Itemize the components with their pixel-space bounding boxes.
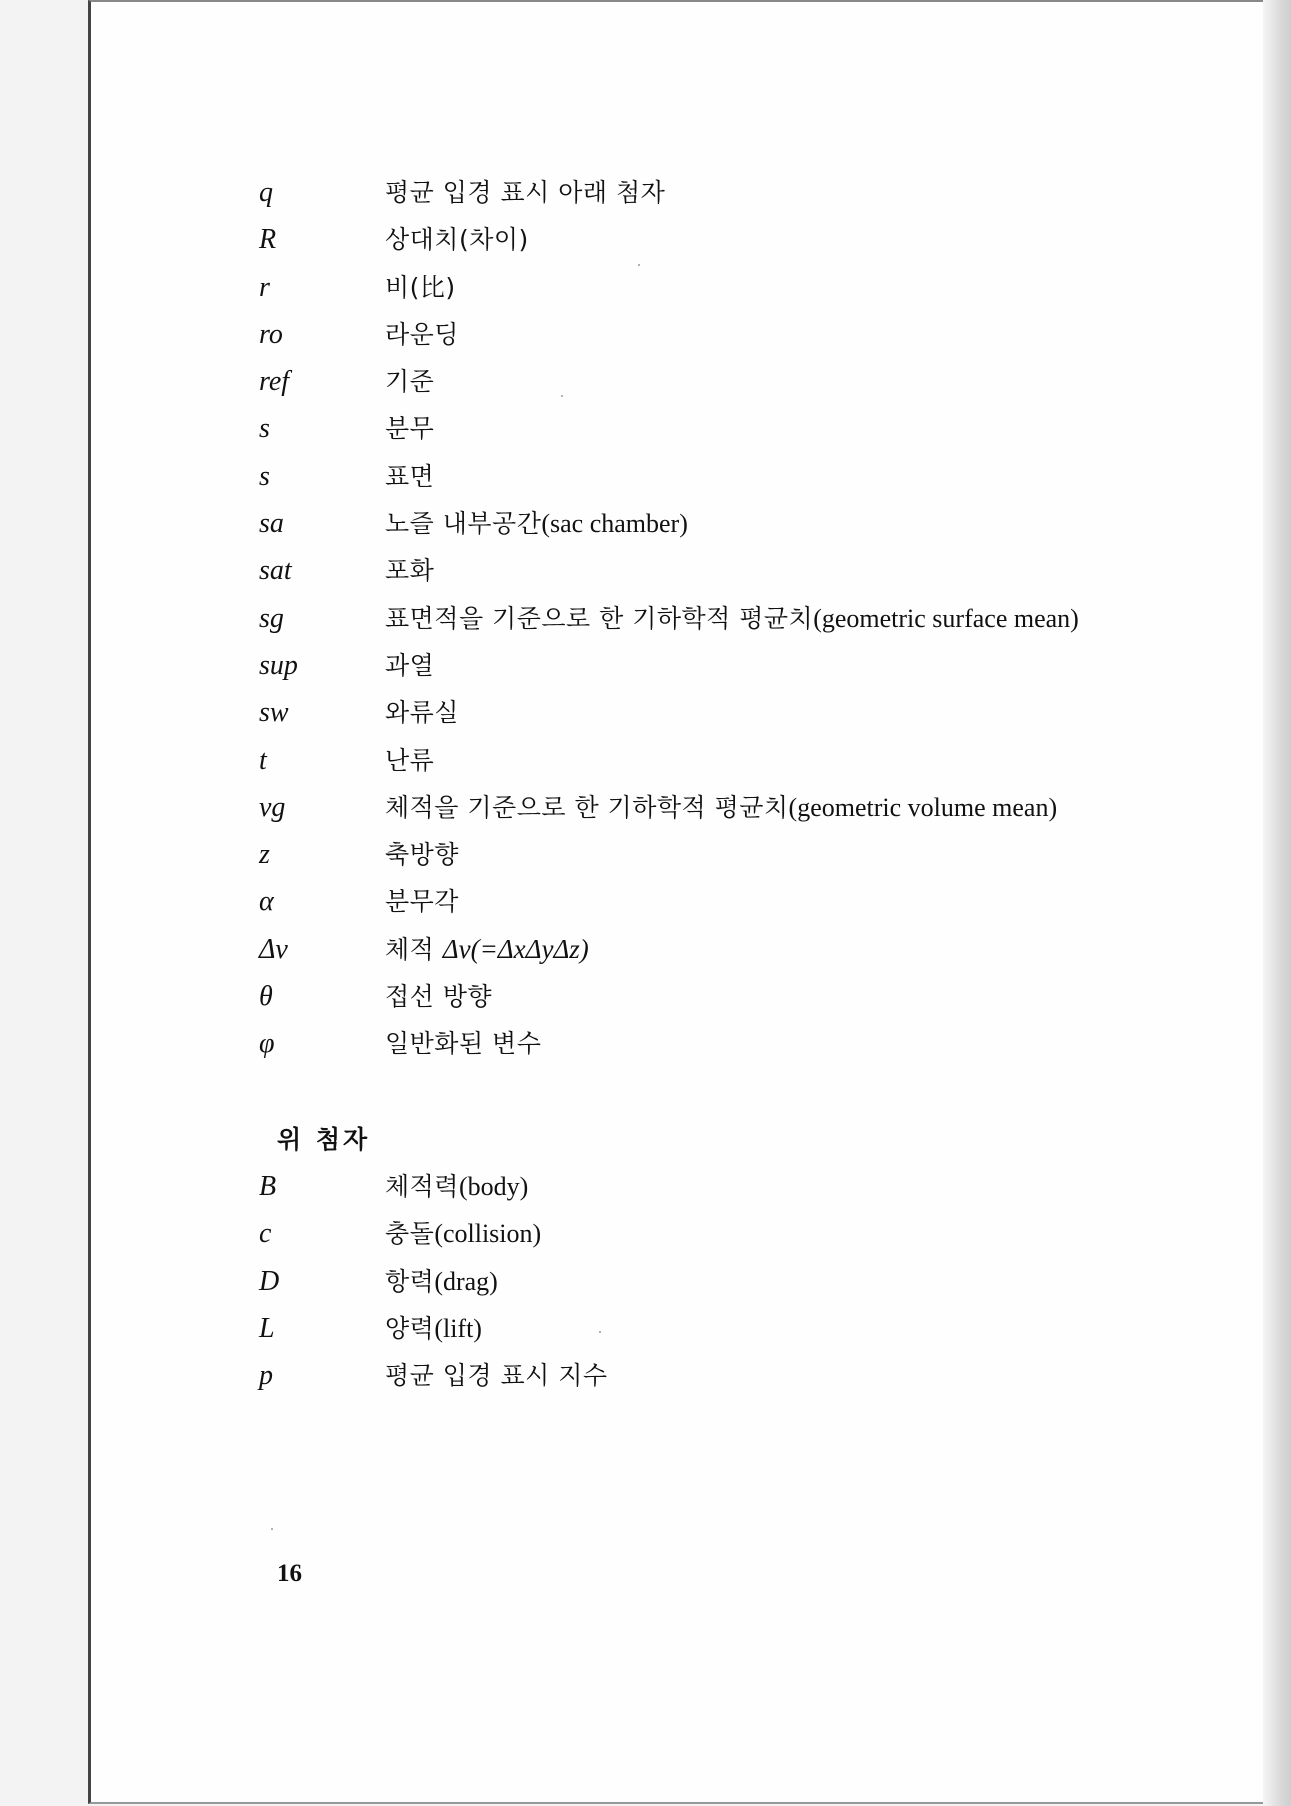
description: 상대치(차이) [385, 225, 529, 255]
symbol: ro [259, 318, 283, 350]
paper-speck [561, 395, 563, 397]
description-english: (collision) [434, 1219, 542, 1249]
list-item [257, 216, 1257, 263]
symbol: vg [259, 791, 286, 823]
list-item [257, 1210, 1257, 1257]
description-korean: 표면적을 기준으로 한 기하학적 평균치 [385, 603, 814, 633]
description [385, 1163, 1257, 1210]
list-item [257, 973, 1257, 1020]
list-item [257, 547, 1257, 594]
symbol: r [259, 271, 270, 303]
list-item [257, 500, 1257, 547]
nomenclature-list [257, 169, 1257, 1399]
symbol: q [259, 177, 273, 208]
page-edge-shadow [1263, 0, 1291, 1806]
description [385, 595, 1163, 642]
description-korean: 체적을 기준으로 한 기하학적 평균치 [385, 792, 789, 822]
description: 평균 입경 표시 아래 첨자 [385, 178, 666, 207]
symbol: α [259, 886, 274, 918]
description [385, 500, 1257, 547]
symbol: ref [259, 366, 290, 398]
list-item [257, 689, 1257, 736]
description: 일반화된 변수 [385, 1029, 542, 1059]
description-english: (geometric surface mean) [813, 603, 1079, 633]
paper-speck [599, 1331, 601, 1333]
list-item [257, 311, 1257, 358]
symbol: D [259, 1265, 280, 1297]
description-formula: Δv(=ΔxΔyΔz) [442, 933, 589, 964]
symbol: θ [259, 981, 273, 1013]
symbol: t [259, 744, 267, 776]
list-item [257, 737, 1257, 784]
description: 포화 [385, 556, 435, 586]
symbol: φ [259, 1028, 275, 1060]
description-english: (geometric volume mean) [788, 792, 1058, 822]
description: 분무 [385, 414, 435, 444]
symbol: p [259, 1360, 273, 1392]
list-item [257, 831, 1257, 878]
description [385, 1210, 1257, 1257]
paper-speck [271, 1528, 273, 1530]
symbol: s [259, 413, 270, 445]
list-item [257, 453, 1257, 500]
symbol: sw [259, 697, 289, 729]
section-title-superscripts: 위 첨자 [277, 1124, 371, 1154]
list-item [257, 358, 1257, 405]
list-item [257, 264, 1257, 311]
description: 비(比) [385, 272, 456, 302]
symbol: sat [259, 555, 292, 587]
description [385, 926, 1257, 973]
list-item [257, 1352, 1257, 1399]
list-item [257, 595, 1257, 642]
list-item [257, 405, 1257, 452]
list-item [257, 169, 1257, 216]
description: 난류 [385, 745, 435, 775]
description: 기준 [385, 367, 435, 397]
description: 표면 [385, 461, 435, 491]
symbol: s [259, 460, 270, 492]
symbol: Δv [259, 933, 288, 965]
description-english: (drag) [434, 1266, 498, 1296]
document-page [88, 0, 1270, 1804]
section-spacer [257, 1068, 1257, 1116]
description-korean: 체적력 [385, 1171, 459, 1201]
description-korean: 체적 [385, 934, 443, 964]
list-item [257, 1020, 1257, 1067]
description-korean: 노즐 내부공간 [385, 509, 542, 539]
symbol: sup [259, 649, 298, 681]
description: 평균 입경 표시 지수 [385, 1361, 608, 1391]
symbol: B [259, 1170, 277, 1202]
description [385, 1305, 1257, 1352]
list-item [257, 784, 1257, 831]
list-item [257, 878, 1257, 925]
description-korean: 양력 [385, 1313, 435, 1343]
symbol: z [259, 839, 270, 871]
symbol: sg [259, 602, 284, 634]
description-korean: 충돌 [385, 1219, 435, 1249]
list-item [257, 1258, 1257, 1305]
symbol: L [259, 1312, 275, 1344]
description [385, 1258, 1257, 1305]
list-item [257, 1305, 1257, 1352]
description: 분무각 [385, 887, 459, 917]
list-item [257, 1163, 1257, 1210]
list-item [257, 926, 1257, 973]
description-english: (lift) [434, 1313, 482, 1343]
list-item [257, 642, 1257, 689]
description: 와류실 [385, 698, 459, 728]
description-english: (sac chamber) [541, 509, 688, 539]
symbol: c [259, 1218, 272, 1250]
description [385, 784, 1163, 831]
description-korean: 항력 [385, 1266, 435, 1296]
description-english: (body) [458, 1171, 529, 1201]
description: 축방향 [385, 840, 459, 870]
symbol: sa [259, 508, 284, 540]
description: 접선 방향 [385, 982, 493, 1012]
page-number: 16 [277, 1560, 302, 1587]
description: 과열 [385, 650, 435, 680]
symbol: R [259, 224, 277, 256]
description: 라운딩 [385, 319, 459, 349]
paper-speck [638, 264, 640, 266]
